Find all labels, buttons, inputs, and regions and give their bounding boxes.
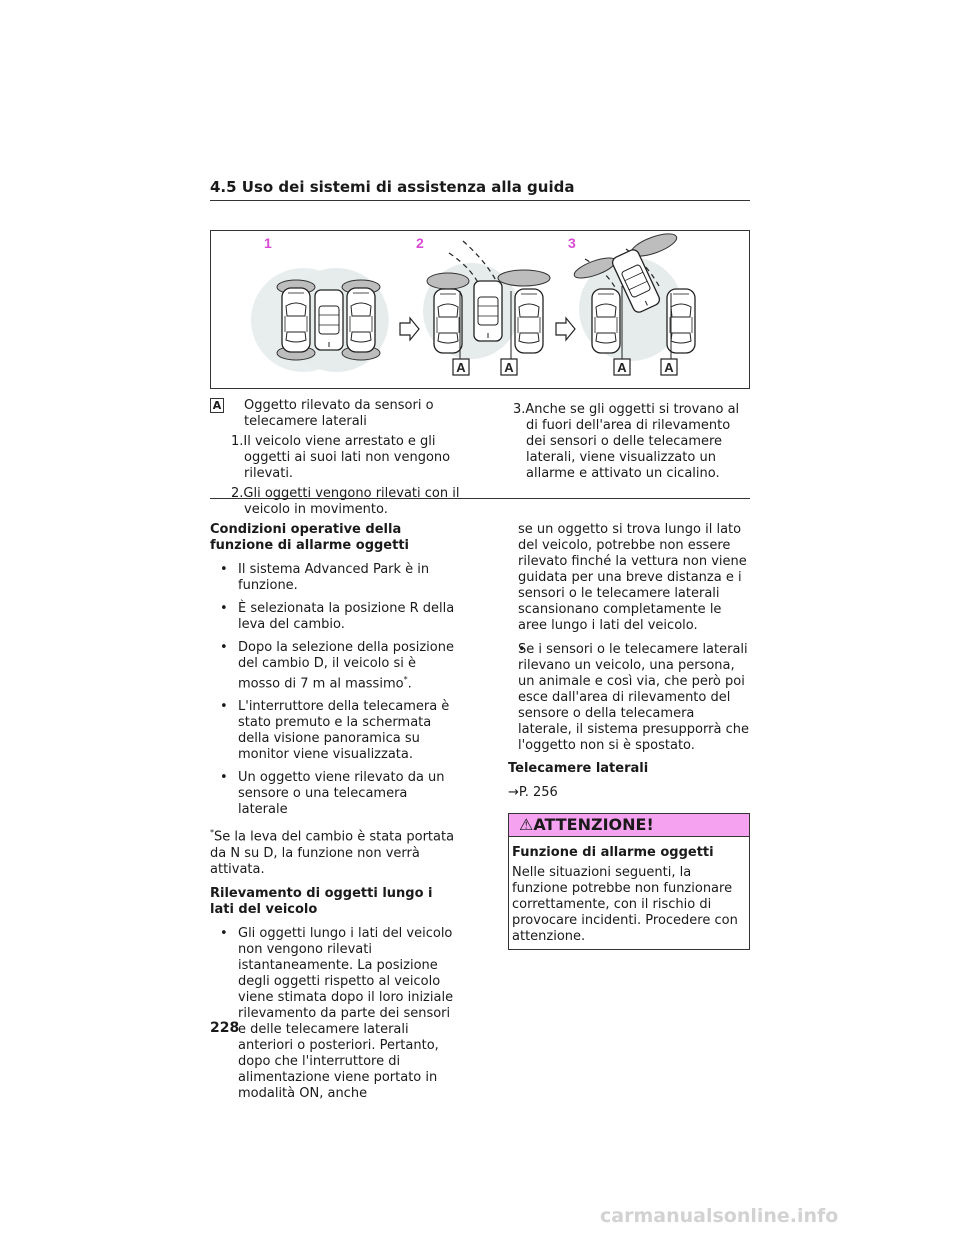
left-column — [210, 522, 460, 1109]
section-title-side-cameras: Telecamere laterali — [508, 761, 649, 776]
warning-box — [508, 813, 750, 950]
step-3-number: 3 — [568, 235, 576, 251]
section-header: 4.5 Uso dei sistemi di assistenza alla guida — [210, 178, 750, 201]
illustration-svg — [211, 231, 749, 388]
footnote: *Se la leva del cambio è stata portata da N su D, la funzione non verrà attivata. — [210, 828, 455, 877]
step-1-number: 1 — [264, 235, 272, 251]
step-1-scene — [277, 280, 380, 360]
marker-a — [501, 359, 517, 375]
section-title-conditions: Condizioni operative della funzione di allarme oggetti — [210, 522, 410, 553]
list-item: • Se i sensori o le telecamere laterali rilevano un veicolo, una persona, un animale e così via, che però poi esce dall'area di rilevamento del sensore o della telecamera laterale, il sistema presupporrà che l'oggetto non si è spostato. — [508, 642, 750, 754]
warning-body: Nelle situazioni seguenti, la funzione potrebbe non funzionare correttamente, con il rischio di provocare incidenti. Procedere con attenzione. — [512, 865, 738, 944]
list-item: • Un oggetto viene rilevato da un sensore o una telecamera laterale — [210, 770, 460, 818]
continuation-text: se un oggetto si trova lungo il lato del veicolo, potrebbe non essere rilevato finché la vettura non viene guidata per una breve distanza e i sensori o le telecamere laterali scansionano completamente le aree lungo i lati del veicolo. — [518, 522, 747, 633]
marker-a — [614, 359, 630, 375]
svg-text:A: A — [617, 360, 627, 375]
arrow-icon — [400, 318, 419, 340]
svg-text:A: A — [504, 360, 514, 375]
parking-illustration — [210, 230, 750, 389]
warning-header: ⚠ATTENZIONE! — [509, 814, 749, 837]
step-2-scene — [427, 241, 550, 359]
marker-a — [661, 359, 677, 375]
marker-a — [453, 359, 469, 375]
list-item: • Gli oggetti lungo i lati del veicolo non vengono rilevati istantaneamente. La posizione degli oggetti rispetto al veicolo viene stimata dopo il loro iniziale rilevamento da parte dei sensori e delle telecamere laterali anteriori o posteriori. Pertanto, dopo che l'interruttore di alimentazione viene portato in modalità ON, anche — [210, 926, 460, 1102]
page-reference-link[interactable]: →P. 256 — [508, 785, 558, 800]
watermark: carmanualsonline.info — [600, 1205, 839, 1227]
section-title-side-detection: Rilevamento di oggetti lungo i lati del veicolo — [210, 885, 433, 917]
step-2-number: 2 — [416, 235, 424, 251]
list-item: • Il sistema Advanced Park è in funzione. — [210, 562, 460, 594]
figure-caption — [210, 398, 750, 517]
list-item: • Dopo la selezione della posizione del cambio D, il veicolo si è mosso di 7 m al massimo*. — [210, 640, 460, 692]
right-column — [508, 522, 750, 950]
legend-row — [210, 398, 470, 430]
warning-title: Funzione di allarme oggetti — [512, 845, 714, 860]
svg-text:A: A — [664, 360, 674, 375]
caption-item-2: 2.Gli oggetti vengono rilevati con il veicolo in movimento. — [231, 486, 460, 517]
legend-marker: A — [210, 398, 224, 413]
caption-item-1: 1.Il veicolo viene arrestato e gli oggetti ai suoi lati non vengono rilevati. — [231, 434, 451, 481]
warning-icon: ⚠ — [519, 815, 534, 834]
list-item: • L'interruttore della telecamera è stato premuto e la schermata della visione panoramica su monitor viene visualizzata. — [210, 699, 460, 763]
list-item: • È selezionata la posizione R della leva del cambio. — [210, 601, 460, 633]
arrow-icon — [556, 318, 575, 340]
caption-item-3: 3.Anche se gli oggetti si trovano al di fuori dell'area di rilevamento dei sensori o delle telecamere laterali, viene visualizzato un allarme e attivato un cicalino. — [513, 402, 740, 481]
svg-text:A: A — [456, 360, 466, 375]
legend-text: Oggetto rilevato da sensori o telecamere laterali — [244, 398, 434, 429]
page-number: 228 — [210, 1020, 240, 1036]
